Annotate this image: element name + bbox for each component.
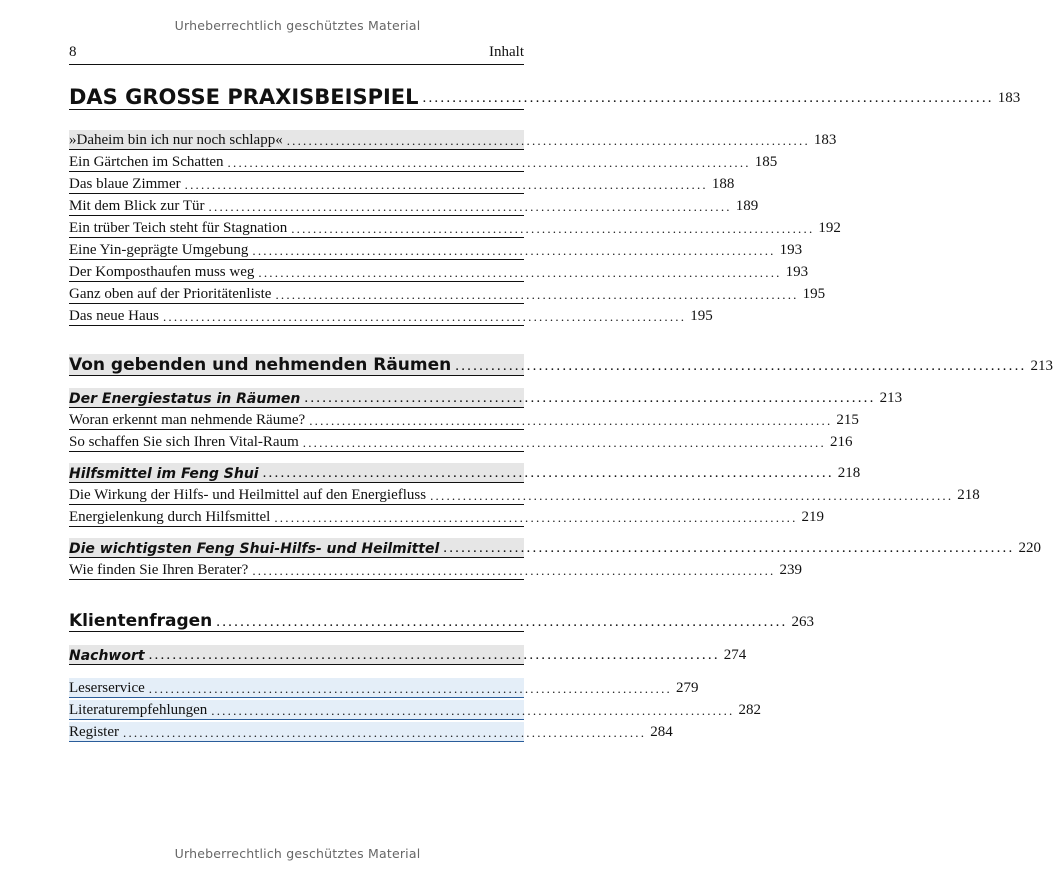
toc-entry-page: 193 <box>779 242 803 258</box>
toc-entry-title: Die Wirkung der Hilfs- und Heilmittel auf den Energiefluss <box>69 487 427 503</box>
toc-entry-register[interactable] <box>69 722 673 742</box>
toc-section[interactable] <box>69 388 903 408</box>
toc-entry-page: 220 <box>1018 540 1041 556</box>
toc-leader: ................................................................................................ <box>422 90 994 106</box>
toc-leader: ................................................................................................ <box>274 510 798 525</box>
toc-leader: ................................................................................................ <box>208 199 732 214</box>
toc-entry[interactable] <box>69 507 825 527</box>
toc-entry-title: Mit dem Blick zur Tür <box>69 198 205 214</box>
toc-entry-page: 218 <box>957 487 980 503</box>
toc-entry-page: 183 <box>997 90 1021 106</box>
toc-entry-page: 183 <box>813 132 837 148</box>
watermark-bottom: Urheberrechtlich geschütztes Material <box>174 846 421 861</box>
toc-leader: ................................................................................................ <box>211 703 735 718</box>
toc-entry-title: Register <box>69 724 119 740</box>
toc-leader: ................................................................................................ <box>123 725 647 740</box>
toc-entry-title: »Daheim bin ich nur noch schlapp« <box>69 132 283 148</box>
toc-entry-title: Der Energiestatus in Räumen <box>69 391 301 407</box>
toc-entry-page: 215 <box>836 412 859 428</box>
toc-leader: ................................................................................................ <box>227 155 751 170</box>
toc-entry[interactable] <box>69 262 809 282</box>
toc-entry[interactable] <box>69 560 803 580</box>
toc-entry[interactable] <box>69 240 803 260</box>
toc-chapter-raeume[interactable] <box>69 354 1053 376</box>
toc-leader: ................................................................................................ <box>291 221 815 236</box>
toc-leader: ................................................................................................ <box>309 413 833 428</box>
toc-entry[interactable] <box>69 485 980 505</box>
toc-chapter-klientenfragen[interactable] <box>69 610 814 632</box>
toc-entry[interactable] <box>69 284 826 304</box>
toc-entry-page: 216 <box>829 434 853 450</box>
running-title: Inhalt <box>489 44 524 60</box>
toc-entry-page: 213 <box>879 390 903 406</box>
toc-leader: ................................................................................................ <box>258 265 782 280</box>
toc-entry-title: Eine Yin-geprägte Umgebung <box>69 242 249 258</box>
toc-entry-page: 189 <box>735 198 759 214</box>
toc-leader: ................................................................................................ <box>430 488 954 503</box>
toc-entry-page: 193 <box>785 264 809 280</box>
toc-entry-title: Literaturempfehlungen <box>69 702 208 718</box>
toc-entry-title: Ganz oben auf der Prioritätenliste <box>69 286 272 302</box>
toc-entry[interactable] <box>69 410 859 430</box>
toc-entry-page: 282 <box>738 702 761 718</box>
toc-entry-page: 218 <box>837 465 861 481</box>
toc-leader: ................................................................................................ <box>302 435 826 450</box>
toc-section[interactable] <box>69 463 861 483</box>
toc-entry[interactable] <box>69 152 778 172</box>
toc-entry-leserservice[interactable] <box>69 678 699 698</box>
toc-entry-title: Klientenfragen <box>69 611 213 631</box>
toc-section[interactable] <box>69 538 1041 558</box>
toc-section-nachwort[interactable] <box>69 645 747 665</box>
toc-leader: ................................................................................................ <box>304 390 876 406</box>
toc-entry-literatur[interactable] <box>69 700 761 720</box>
toc-entry-page: 195 <box>690 308 713 324</box>
toc-entry-title: Energielenkung durch Hilfsmittel <box>69 509 271 525</box>
page-number: 8 <box>69 44 77 60</box>
toc-entry-title: Wie finden Sie Ihren Berater? <box>69 562 249 578</box>
toc-leader: ................................................................................................ <box>455 358 1027 374</box>
toc-entry[interactable] <box>69 432 853 452</box>
toc-leader: ................................................................................................ <box>275 287 799 302</box>
toc-entry-title: Der Komposthaufen muss weg <box>69 264 255 280</box>
toc-leader: ................................................................................................ <box>262 465 834 481</box>
toc-entry-page: 263 <box>791 614 814 630</box>
toc-leader: ................................................................................................ <box>148 647 720 663</box>
toc-entry-page: 192 <box>818 220 841 236</box>
toc-leader: ................................................................................................ <box>286 133 810 148</box>
toc-leader: ................................................................................................ <box>252 563 776 578</box>
watermark-top: Urheberrechtlich geschütztes Material <box>174 18 421 33</box>
toc-entry-page: 213 <box>1030 358 1053 374</box>
toc-entry-page: 239 <box>779 562 803 578</box>
toc-entry[interactable] <box>69 218 841 238</box>
toc-entry-title: Woran erkennt man nehmende Räume? <box>69 412 306 428</box>
toc-entry-title: DAS GROSSE PRAXISBEISPIEL <box>69 85 419 109</box>
toc-entry-page: 279 <box>676 680 699 696</box>
running-header <box>69 44 524 65</box>
toc-leader: ................................................................................................ <box>443 540 1015 556</box>
toc-leader: ................................................................................................ <box>252 243 776 258</box>
toc-entry-title: Hilfsmittel im Feng Shui <box>69 466 259 482</box>
toc-entry-title: So schaffen Sie sich Ihren Vital-Raum <box>69 434 299 450</box>
toc-entry-page: 219 <box>801 509 825 525</box>
toc-leader: ................................................................................................ <box>184 177 708 192</box>
toc-leader: ................................................................................................ <box>162 309 687 324</box>
toc-entry[interactable] <box>69 196 759 216</box>
toc-entry-page: 185 <box>754 154 778 170</box>
toc-entry-title: Ein trüber Teich steht für Stagnation <box>69 220 288 236</box>
toc-entry-title: Ein Gärtchen im Schatten <box>69 154 224 170</box>
toc-entry-page: 195 <box>802 286 826 302</box>
toc-leader: ................................................................................................ <box>148 681 672 696</box>
toc-entry-title: Von gebenden und nehmenden Räumen <box>69 355 452 375</box>
toc-entry-page: 284 <box>650 724 673 740</box>
toc-entry[interactable] <box>69 306 713 326</box>
toc-chapter-praxisbeispiel[interactable] <box>69 84 1021 110</box>
toc-entry-title: Nachwort <box>69 648 145 664</box>
toc-leader: ................................................................................................ <box>216 614 788 630</box>
toc-entry-page: 188 <box>711 176 735 192</box>
toc-entry-title: Das blaue Zimmer <box>69 176 181 192</box>
toc-entry[interactable] <box>69 130 837 150</box>
toc-entry-title: Das neue Haus <box>69 308 159 324</box>
toc-entry-title: Leserservice <box>69 680 145 696</box>
toc-entry[interactable] <box>69 174 735 194</box>
toc-entry-page: 274 <box>723 647 747 663</box>
toc-entry-title: Die wichtigsten Feng Shui-Hilfs- und Heilmittel <box>69 541 440 557</box>
